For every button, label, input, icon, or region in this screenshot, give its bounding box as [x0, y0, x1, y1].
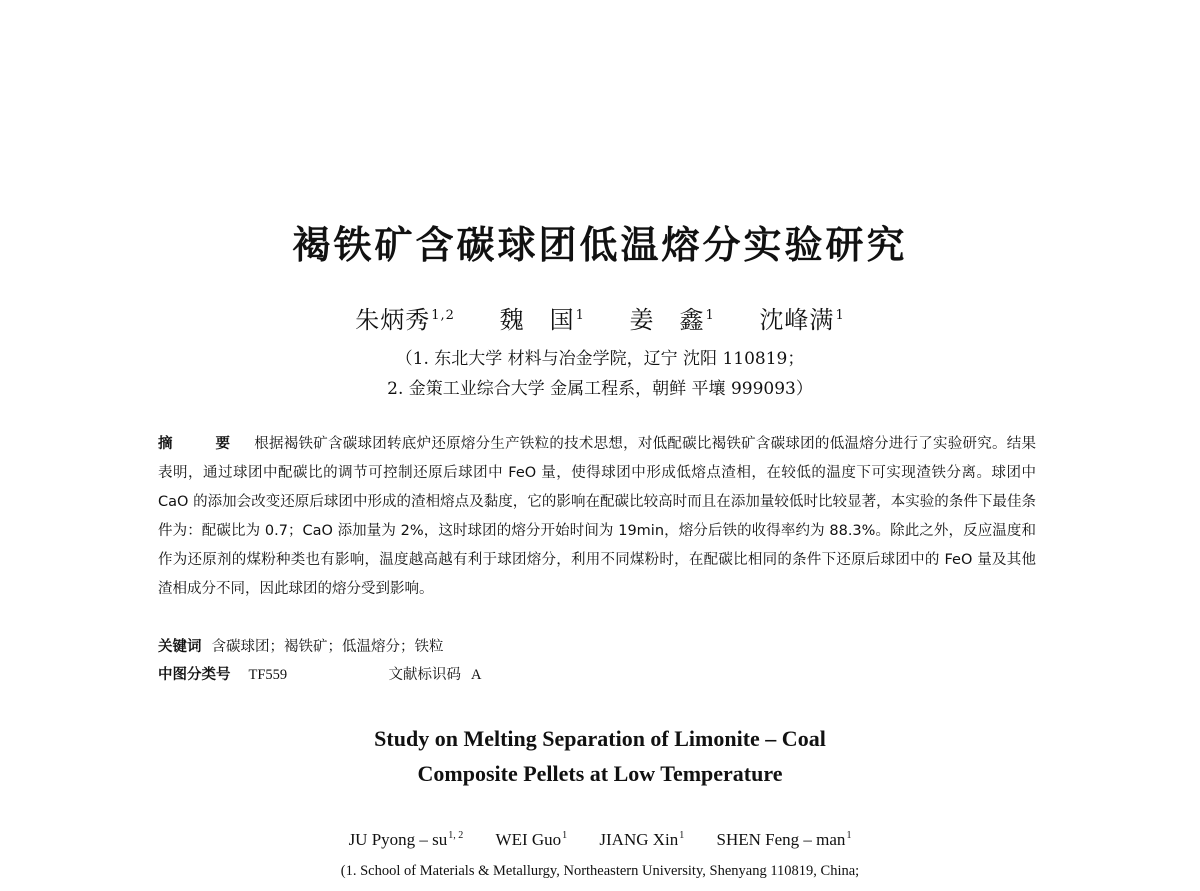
class-number-label: 中图分类号: [158, 667, 231, 683]
author-cn: [355, 306, 455, 334]
author-cn: [630, 306, 715, 334]
classification-line: [158, 663, 481, 684]
abstract-label: 摘 要: [158, 436, 245, 452]
class-number-value: TF559: [248, 667, 288, 683]
paper-title-en-line-1: Study on Melting Separation of Limonite – Coal: [374, 726, 826, 751]
author-name: SHEN Feng – man: [716, 830, 846, 849]
author-cn: [759, 306, 844, 334]
author-affiliation-mark: 1: [562, 830, 568, 842]
doc-code-label: 文献标识码: [388, 667, 461, 683]
author-affiliation-mark: 1: [846, 830, 852, 842]
author-affiliation-mark: 1: [705, 308, 715, 323]
affiliation-en: (1. School of Materials & Metallurgy, Northeastern University, Shenyang 110819, China;: [340, 863, 860, 879]
author-affiliation-mark: 1: [575, 308, 585, 323]
affiliation-cn-1: （1. 东北大学 材料与冶金学院，辽宁 沈阳 110819；: [395, 349, 805, 369]
author-en: [496, 830, 568, 849]
author-en: [717, 830, 852, 849]
abstract-text: 根据褐铁矿含碳球团转底炉还原熔分生产铁粒的技术思想，对低配碳比褐铁矿含碳球团的低温熔分进行了实验研究。结果表明，通过球团中配碳比的调节可控制还原后球团中 FeO 量，使得球团中形成低熔点渣相，在较低的温度下可实现渣铁分离。球团中 CaO 的添加会改变还原后球团中形成的渣相熔点及黏度，它的影响在配碳比较高时而且在添加量较低时比较显著，本实验的条件下最佳条件为：配碳比为 0.7；CaO 添加量为 2%，这时球团的熔分开始时间为 19min，熔分后铁的收得率约为 88.3%。除此之外，反应温度和作为还原剂的煤粉种类也有影响，温度越高越有利于球团熔分，利用不同煤粉时，在配碳比相同的条件下还原后球团中的 FeO 量及其他渣相成分不同，因此球团的熔分受到影响。: [158, 436, 1036, 597]
affiliation-cn-2: 2. 金策工业综合大学 金属工程系，朝鲜 平壤 999093）: [387, 379, 813, 399]
keywords-label: 关键词: [158, 639, 202, 655]
keywords-cn: [158, 635, 444, 656]
author-name: WEI Guo: [495, 830, 562, 849]
author-affiliation-mark: 1,2: [431, 308, 455, 323]
author-en: [349, 830, 464, 849]
author-name: JIANG Xin: [599, 830, 679, 849]
author-name: JU Pyong – su: [348, 830, 448, 849]
keywords-text: 含碳球团；褐铁矿；低温熔分；铁粒: [211, 639, 444, 655]
abstract-cn: [158, 430, 1036, 604]
author-name: 魏 国: [499, 306, 575, 334]
author-list-cn: [0, 300, 1200, 335]
author-list-en: [0, 830, 1200, 850]
doc-code-value: A: [471, 667, 482, 683]
paper-title-cn: 褐铁矿含碳球团低温熔分实验研究: [292, 223, 908, 267]
author-affiliation-mark: 1: [679, 830, 685, 842]
author-cn: [500, 306, 585, 334]
author-en: [599, 830, 684, 849]
author-affiliation-mark: 1: [835, 308, 845, 323]
author-name: 沈峰满: [759, 306, 835, 334]
author-affiliation-mark: 1, 2: [448, 830, 464, 842]
author-name: 姜 鑫: [629, 306, 705, 334]
author-name: 朱炳秀: [355, 306, 431, 334]
paper-title-en-line-2: Composite Pellets at Low Temperature: [417, 761, 783, 786]
